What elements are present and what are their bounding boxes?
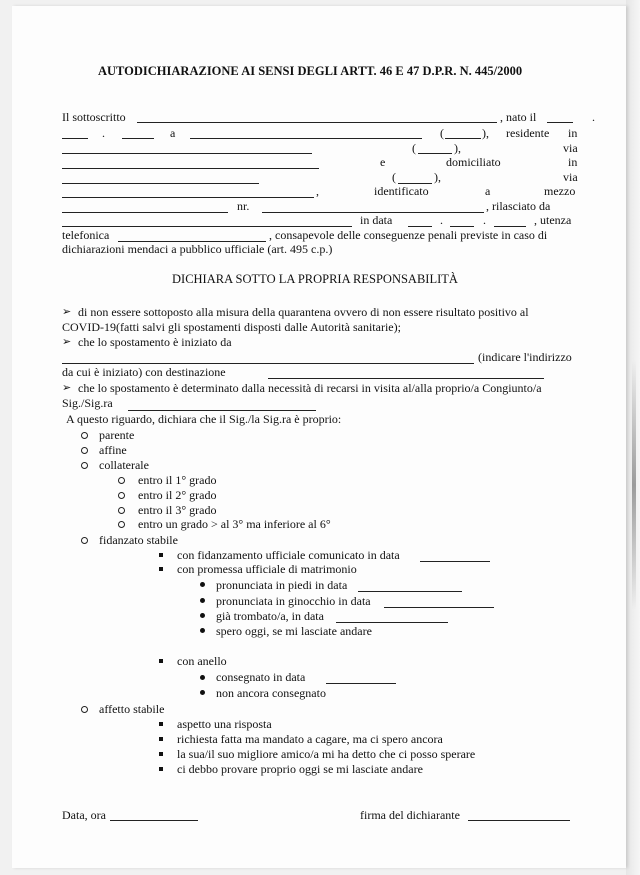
field-fidanzamento-date[interactable] [420, 561, 490, 562]
field-start-address[interactable] [62, 363, 474, 364]
point-start-line1: che lo spostamento è iniziato da [78, 335, 232, 349]
riguardo-line: A questo riguardo, dichiara che il Sig./la Sig.ra è proprio: [66, 412, 342, 426]
paren-open-1: ( [440, 126, 444, 140]
field-issue-day[interactable] [408, 226, 432, 227]
point-visit-line2: Sig./Sig.ra [62, 396, 113, 410]
option-in-piedi: pronunciata in piedi in data [216, 578, 348, 592]
label-via-2: via [563, 170, 578, 184]
option-non-consegnato: non ancora consegnato [216, 686, 326, 700]
option-promessa: con promessa ufficiale di matrimonio [177, 562, 357, 576]
field-destination[interactable] [268, 378, 544, 379]
label-telefonica: telefonica [62, 228, 110, 242]
point-quarantine-line1: di non essere sottoposto alla misura della quarantena ovvero di non essere risultato positivo al [78, 305, 529, 319]
option-fidanzato: fidanzato stabile [99, 533, 178, 547]
option-spero-oggi: spero oggi, se mi lasciate andare [216, 624, 372, 638]
point-start-indicare: (indicare l'indirizzo [478, 350, 572, 364]
option-circle-icon[interactable] [81, 432, 88, 439]
field-residence-city[interactable] [62, 153, 312, 154]
option-circle-icon[interactable] [81, 537, 88, 544]
comma-1: , [316, 184, 319, 198]
label-residente: residente [506, 126, 550, 140]
option-con-anello: con anello [177, 654, 227, 668]
round-bullet-icon [200, 598, 205, 603]
label-in-data: in data [360, 213, 393, 227]
round-bullet-icon [200, 582, 205, 587]
option-affetto-stabile: affetto stabile [99, 702, 165, 716]
declaration-heading: DICHIARA SOTTO LA PROPRIA RESPONSABILITÀ [172, 272, 458, 286]
label-a-birthplace: a [170, 126, 176, 140]
label-via-1: via [563, 141, 578, 155]
label-dichiarazioni-mendaci: dichiarazioni mendaci a pubblico ufficiale (art. 495 c.p.) [62, 242, 333, 256]
field-issuer[interactable] [62, 226, 352, 227]
label-identificato: identificato [374, 184, 429, 198]
birth-date-dot: . [102, 126, 105, 140]
field-consegnato-date[interactable] [326, 683, 396, 684]
field-birth-month[interactable] [62, 138, 88, 139]
option-grado-2: entro il 2° grado [138, 488, 217, 502]
label-in-1: in [568, 126, 578, 140]
option-circle-icon[interactable] [118, 477, 125, 484]
point-start-line3: da cui è iniziato) con destinazione [62, 365, 226, 379]
label-sottoscritto: Il sottoscritto [62, 110, 126, 124]
square-bullet-icon [159, 767, 163, 771]
field-name[interactable] [137, 122, 497, 123]
option-richiesta-fatta: richiesta fatta ma mandato a cagare, ma ci spero ancora [177, 732, 443, 746]
label-consapevole: , consapevole delle conseguenze penali previste in caso di [269, 228, 548, 242]
issue-date-dot-1: . [440, 213, 443, 227]
label-domiciliato: domiciliato [446, 155, 501, 169]
option-in-ginocchio: pronunciata in ginocchio in data [216, 594, 371, 608]
field-document-type[interactable] [62, 212, 228, 213]
field-relative-name[interactable] [128, 410, 316, 411]
option-circle-icon[interactable] [118, 521, 125, 528]
option-trombato: già trombato/a, in data [216, 609, 324, 623]
label-nr: nr. [237, 199, 250, 213]
field-issue-month[interactable] [450, 226, 474, 227]
paren-close-2: ), [454, 141, 461, 155]
paren-open-3: ( [392, 170, 396, 184]
issue-date-dot-2: . [483, 213, 486, 227]
option-grado-3: entro il 3° grado [138, 503, 217, 517]
option-migliore-amico: la sua/il suo migliore amico/a mi ha detto che ci posso sperare [177, 747, 476, 761]
round-bullet-icon [200, 613, 205, 618]
option-grado-1: entro il 1° grado [138, 473, 217, 487]
field-trombato-date[interactable] [336, 622, 448, 623]
arrow-bullet-icon: ➢ [62, 381, 72, 394]
field-domicile-street[interactable] [62, 197, 314, 198]
square-bullet-icon [159, 722, 163, 726]
label-rilasciato-da: , rilasciato da [486, 199, 551, 213]
field-birth-province[interactable] [445, 138, 481, 139]
field-birth-day[interactable] [547, 122, 573, 123]
point-quarantine-line2: COVID-19(fatti salvi gli spostamenti disposti dalle Autorità sanitarie); [62, 320, 401, 334]
field-ginocchio-date[interactable] [384, 607, 494, 608]
label-data-ora: Data, ora [62, 808, 106, 822]
label-utenza: , utenza [534, 213, 572, 227]
arrow-bullet-icon: ➢ [62, 335, 72, 348]
square-bullet-icon [159, 567, 163, 571]
option-affine: affine [99, 443, 127, 457]
page-edge-shadow [632, 360, 636, 610]
option-consegnato: consegnato in data [216, 670, 306, 684]
field-issue-year[interactable] [494, 226, 526, 227]
option-parente: parente [99, 428, 135, 442]
label-nato-il: , nato il [500, 110, 537, 124]
square-bullet-icon [159, 737, 163, 741]
option-circle-icon[interactable] [81, 706, 88, 713]
field-piedi-date[interactable] [358, 591, 462, 592]
point-visit-line1: che lo spostamento è determinato dalla necessità di recarsi in visita al/alla proprio/a Congiunto/a [78, 381, 542, 395]
label-firma: firma del dichiarante [360, 808, 460, 822]
option-circle-icon[interactable] [81, 462, 88, 469]
field-domicile-city[interactable] [62, 183, 259, 184]
label-e: e [380, 155, 386, 169]
option-grado-oltre: entro un grado > al 3° ma inferiore al 6° [138, 517, 331, 531]
square-bullet-icon [159, 659, 163, 663]
label-a-mezzo: a [485, 184, 491, 198]
option-aspetto-risposta: aspetto una risposta [177, 717, 272, 731]
paren-open-2: ( [412, 141, 416, 155]
round-bullet-icon [200, 690, 205, 695]
field-firma[interactable] [468, 820, 570, 821]
arrow-bullet-icon: ➢ [62, 305, 72, 318]
square-bullet-icon [159, 553, 163, 557]
field-residence-street[interactable] [62, 168, 319, 169]
field-birth-year[interactable] [122, 138, 154, 139]
document-title: AUTODICHIARAZIONE AI SENSI DEGLI ARTT. 46 E 47 D.P.R. N. 445/2000 [98, 64, 523, 78]
label-in-2: in [568, 155, 578, 169]
option-provare-oggi: ci debbo provare proprio oggi se mi lasciate andare [177, 762, 423, 776]
option-fidanzamento-ufficiale: con fidanzamento ufficiale comunicato in data [177, 548, 400, 562]
field-residence-province[interactable] [418, 153, 452, 154]
paren-close-1: ), [482, 126, 489, 140]
field-birthplace[interactable] [190, 138, 422, 139]
paren-close-3: ), [434, 170, 441, 184]
option-collaterale: collaterale [99, 458, 149, 472]
field-data-ora[interactable] [110, 820, 198, 821]
round-bullet-icon [200, 628, 205, 633]
option-circle-icon[interactable] [118, 507, 125, 514]
birth-date-period: . [592, 110, 595, 124]
square-bullet-icon [159, 752, 163, 756]
round-bullet-icon [200, 675, 205, 680]
option-circle-icon[interactable] [81, 447, 88, 454]
option-circle-icon[interactable] [118, 492, 125, 499]
label-mezzo: mezzo [544, 184, 576, 198]
